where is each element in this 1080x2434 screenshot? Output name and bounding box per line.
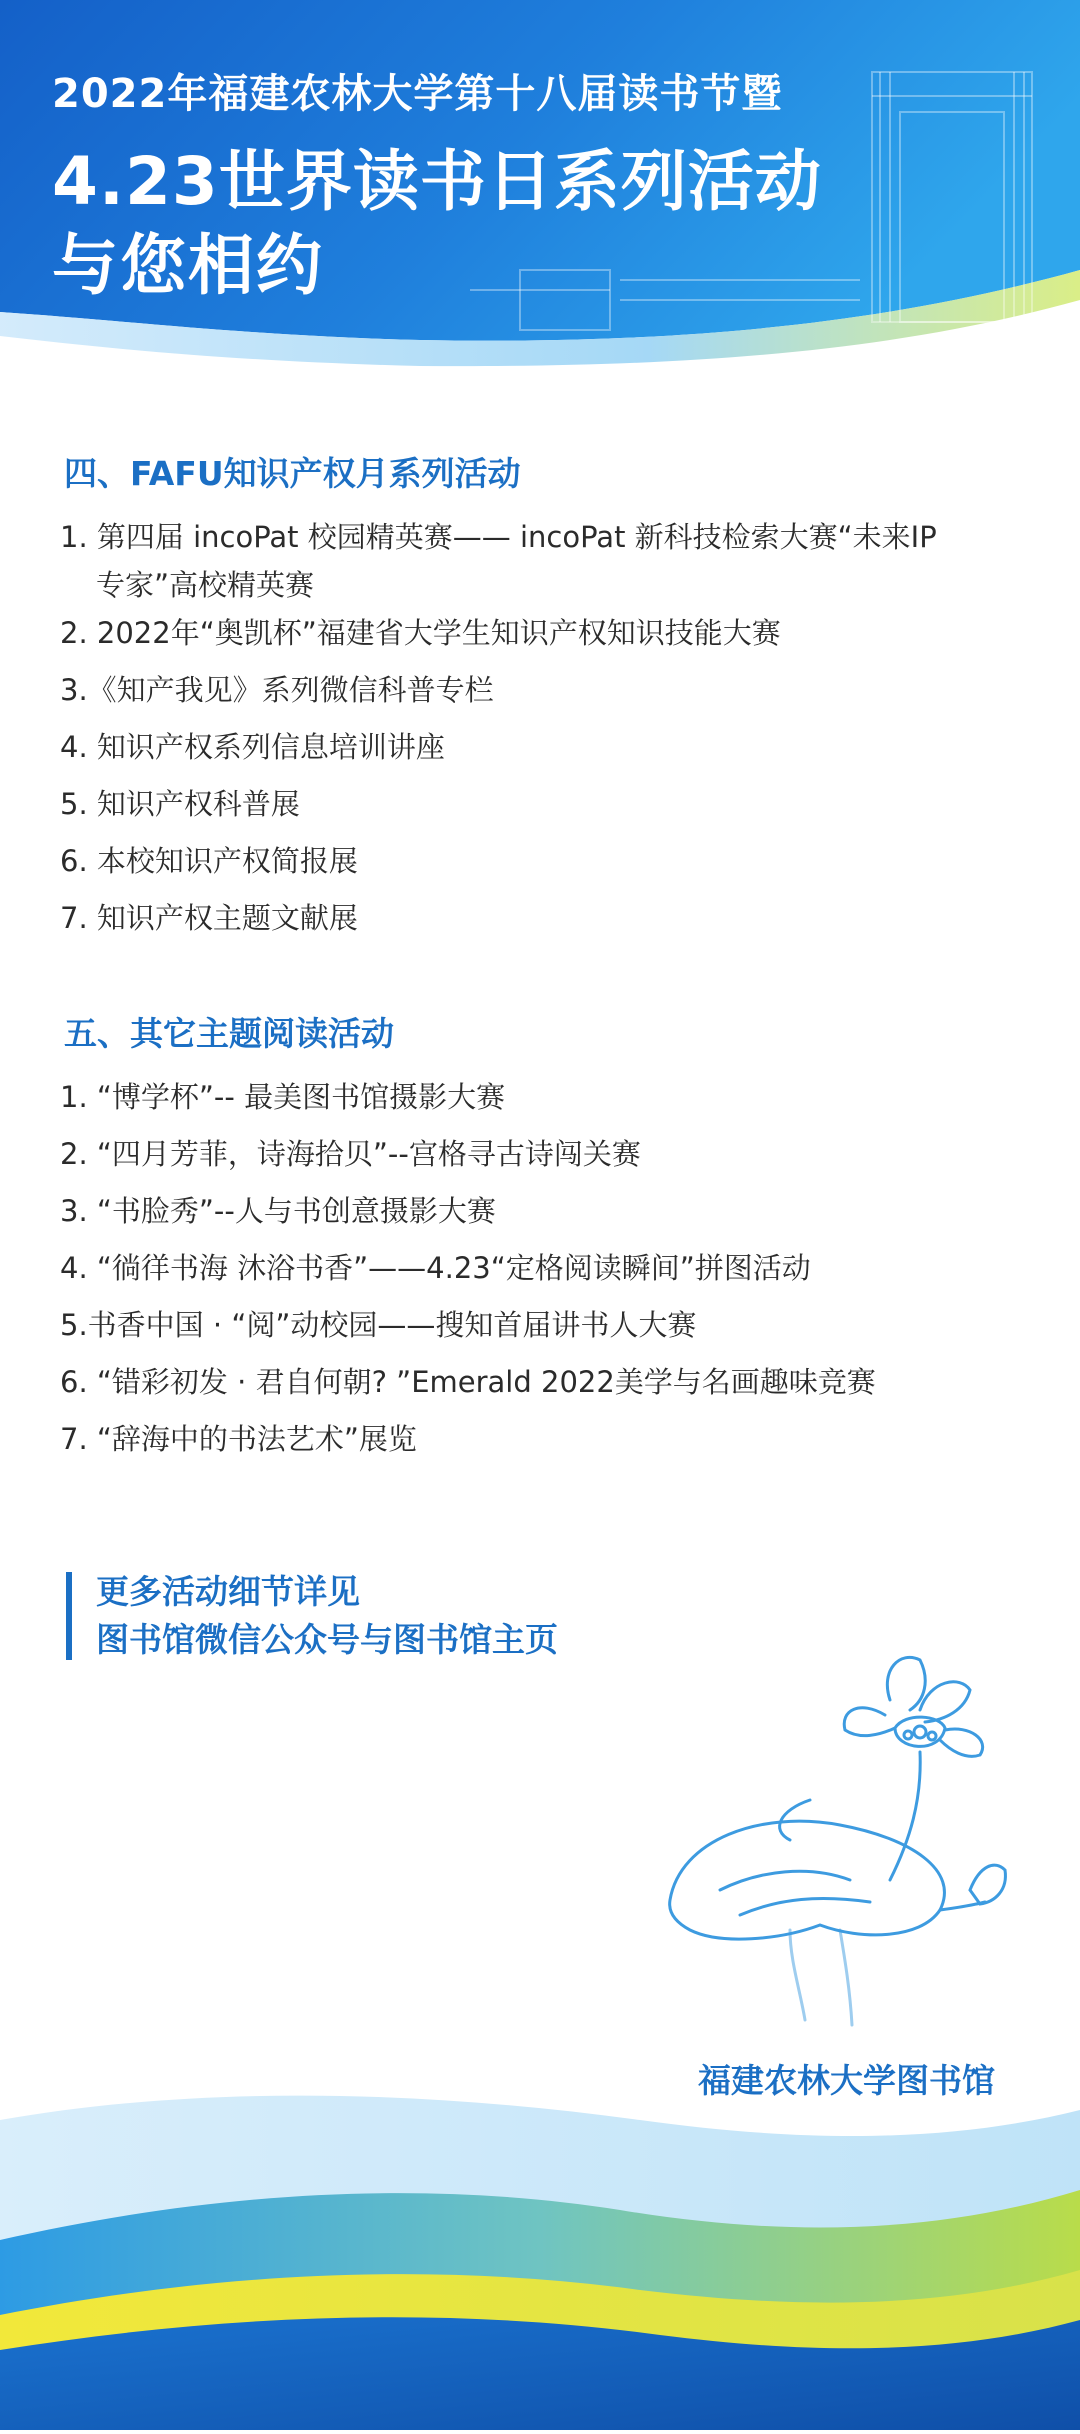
list-item: 2. “四月芳菲，诗海拾贝”--宫格寻古诗闯关赛 [60,1137,641,1171]
list-item: 6. “错彩初发 · 君自何朝? ”Emerald 2022美学与名画趣味竞赛 [60,1365,876,1399]
list-item: 7. 知识产权主题文献展 [60,901,358,935]
list-item: 1. 第四届 incoPat 校园精英赛—— incoPat 新科技检索大赛“未来IP [60,520,937,554]
lotus-icon [640,1640,1040,2040]
footer-wave-graphic [0,2080,1080,2430]
list-item: 5.书香中国 · “阅”动校园——搜知首届讲书人大赛 [60,1308,697,1342]
note-line1: 更多活动细节详见 [96,1572,360,1611]
list-item: 4. “徜徉书海 沐浴书香”——4.23“定格阅读瞬间”拼图活动 [60,1251,811,1285]
list-item: 2. 2022年“奥凯杯”福建省大学生知识产权知识技能大赛 [60,616,781,650]
header-title-line2: 4.23世界读书日系列活动 [52,143,822,220]
list-item: 3. “书脸秀”--人与书创意摄影大赛 [60,1194,496,1228]
list-item: 7. “辞海中的书法艺术”展览 [60,1422,417,1456]
lotus-illustration [640,1640,1040,2040]
header-title-line3: 与您相约 [52,227,324,304]
section4-title: 四、FAFU知识产权月系列活动 [64,454,521,493]
note-accent-bar [66,1572,72,1660]
list-item: 4. 知识产权系列信息培训讲座 [60,730,445,764]
footer-waves [0,2080,1080,2430]
list-item: 3.《知产我见》系列微信科普专栏 [60,673,494,707]
list-item-continuation: 专家”高校精英赛 [96,568,315,602]
list-item: 6. 本校知识产权简报展 [60,844,358,878]
header-title-line1: 2022年福建农林大学第十八届读书节暨 [52,71,783,117]
section5-title: 五、其它主题阅读活动 [64,1014,394,1053]
list-item: 5. 知识产权科普展 [60,787,300,821]
note-line2: 图书馆微信公众号与图书馆主页 [96,1620,558,1659]
library-name: 福建农林大学图书馆 [698,2061,995,2100]
list-item: 1. “博学杯”-- 最美图书馆摄影大赛 [60,1080,506,1114]
